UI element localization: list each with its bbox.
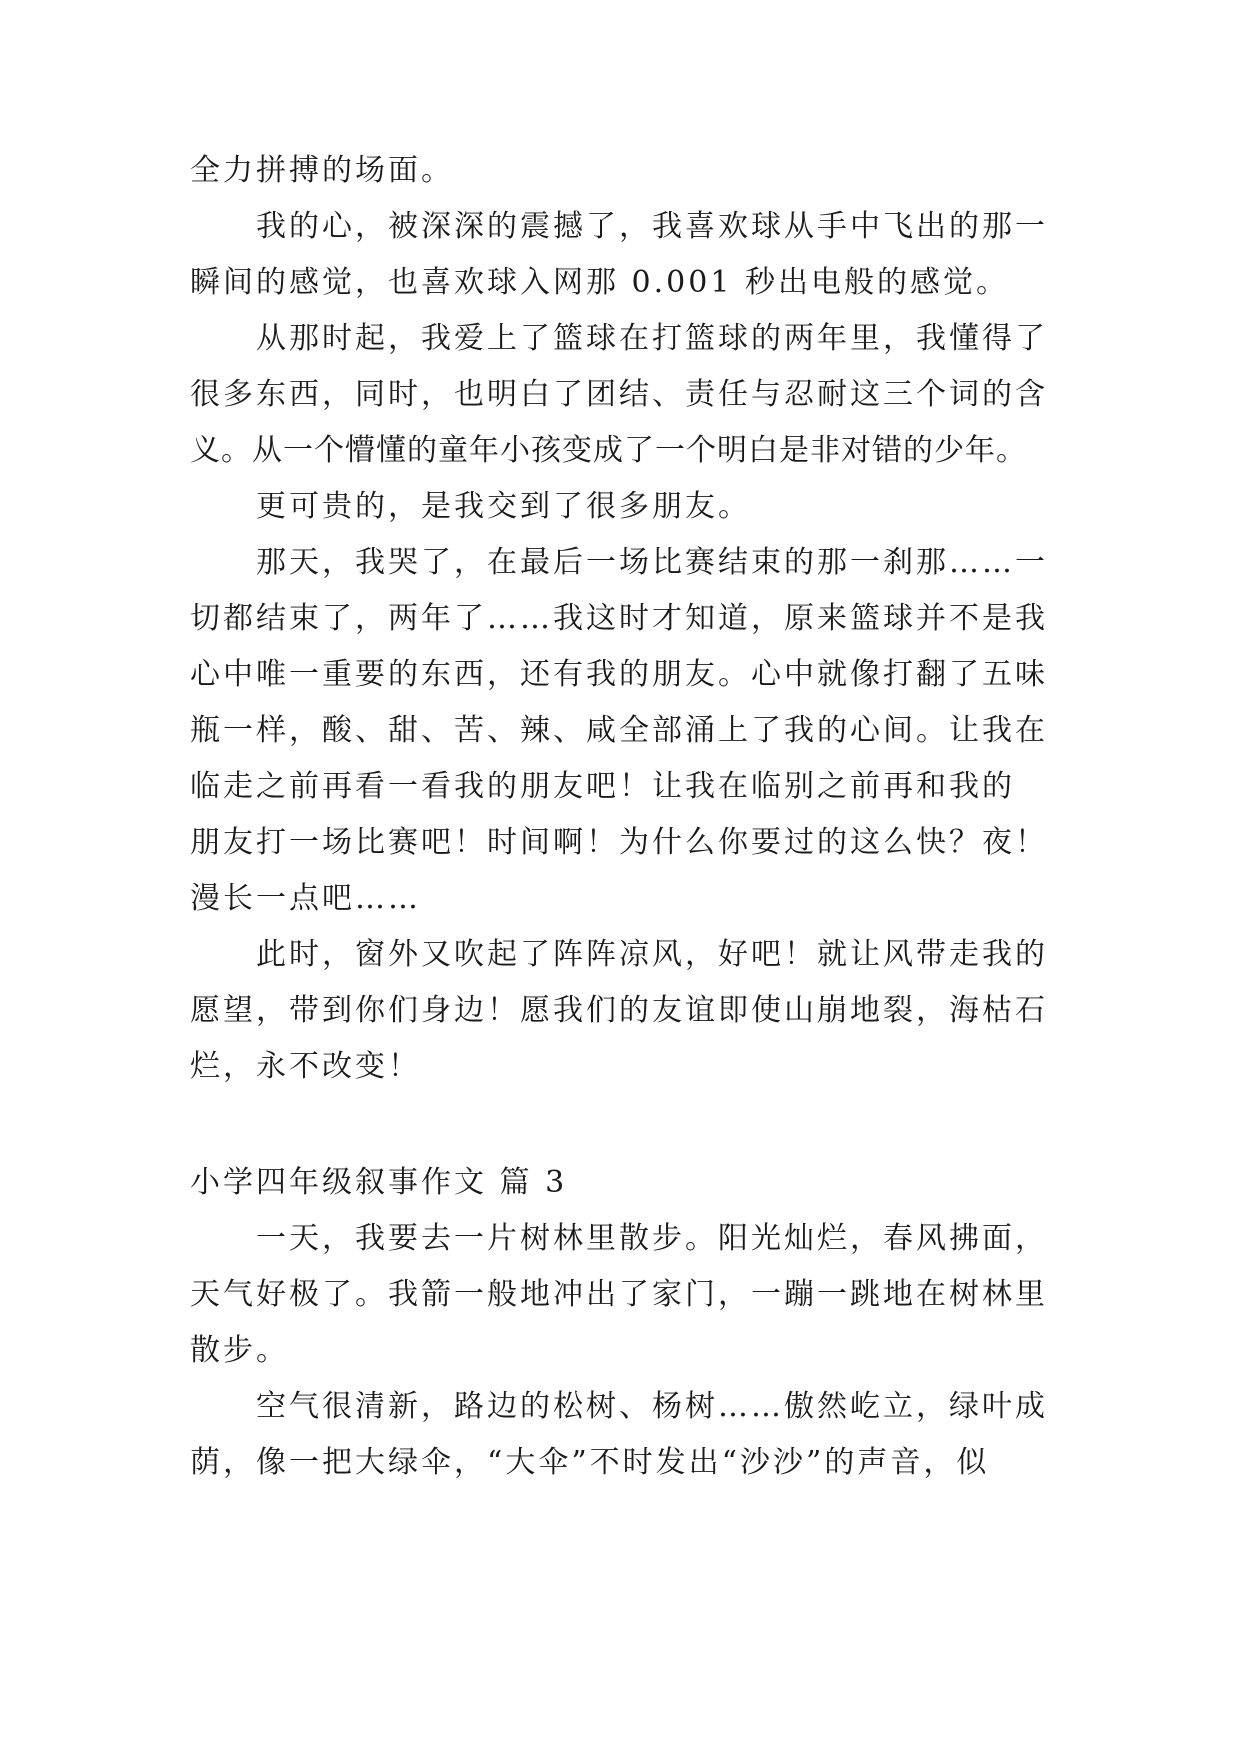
paragraph-start-line: 空气很清新，路边的松树、杨树……傲然屹立，绿叶成	[256, 1389, 1048, 1424]
text-line: 切都结束了，两年了……我这时才知道，原来篮球并不是我	[190, 601, 1048, 636]
text-line: 瞬间的感觉，也喜欢球入网那 0.001 秒出电般的感觉。	[190, 265, 1009, 300]
paragraph-start-line: 从那时起，我爱上了篮球在打篮球的两年里，我懂得了	[256, 321, 1048, 356]
text-line: 朋友打一场比赛吧！时间啊！为什么你要过的这么快？夜！	[190, 825, 1048, 860]
paragraph-start-line: 一天，我要去一片树林里散步。阳光灿烂，春风拂面，	[256, 1221, 1048, 1256]
paragraph-start-line: 更可贵的，是我交到了很多朋友。	[256, 489, 751, 524]
text-line: 临走之前再看一看我的朋友吧！让我在临别之前再和我的	[190, 769, 1015, 804]
text-line: 漫长一点吧……	[190, 881, 421, 916]
text-line: 天气好极了。我箭一般地冲出了家门，一蹦一跳地在树林里	[190, 1277, 1048, 1312]
text-line: 愿望，带到你们身边！愿我们的友谊即使山崩地裂，海枯石	[190, 993, 1048, 1028]
text-line: 全力拼搏的场面。	[190, 153, 454, 188]
text-line: 烂，永不改变！	[190, 1049, 421, 1084]
text-line: 散步。	[190, 1333, 289, 1368]
section-heading: 小学四年级叙事作文 篇 3	[190, 1165, 568, 1200]
text-line: 义。从一个懵懂的童年小孩变成了一个明白是非对错的少年。	[190, 433, 1027, 468]
text-line: 荫，像一把大绿伞，“大伞”不时发出“沙沙”的声音，似	[190, 1445, 990, 1480]
text-line: 心中唯一重要的东西，还有我的朋友。心中就像打翻了五味	[190, 657, 1048, 692]
text-line: 瓶一样，酸、甜、苦、辣、咸全部涌上了我的心间。让我在	[190, 713, 1048, 748]
text-line: 很多东西，同时，也明白了团结、责任与忍耐这三个词的含	[190, 377, 1048, 412]
paragraph-start-line: 我的心，被深深的震撼了，我喜欢球从手中飞出的那一	[256, 209, 1048, 244]
paragraph-start-line: 那天，我哭了，在最后一场比赛结束的那一刹那……一	[256, 545, 1048, 580]
paragraph-start-line: 此时，窗外又吹起了阵阵凉风，好吧！就让风带走我的	[256, 937, 1048, 972]
